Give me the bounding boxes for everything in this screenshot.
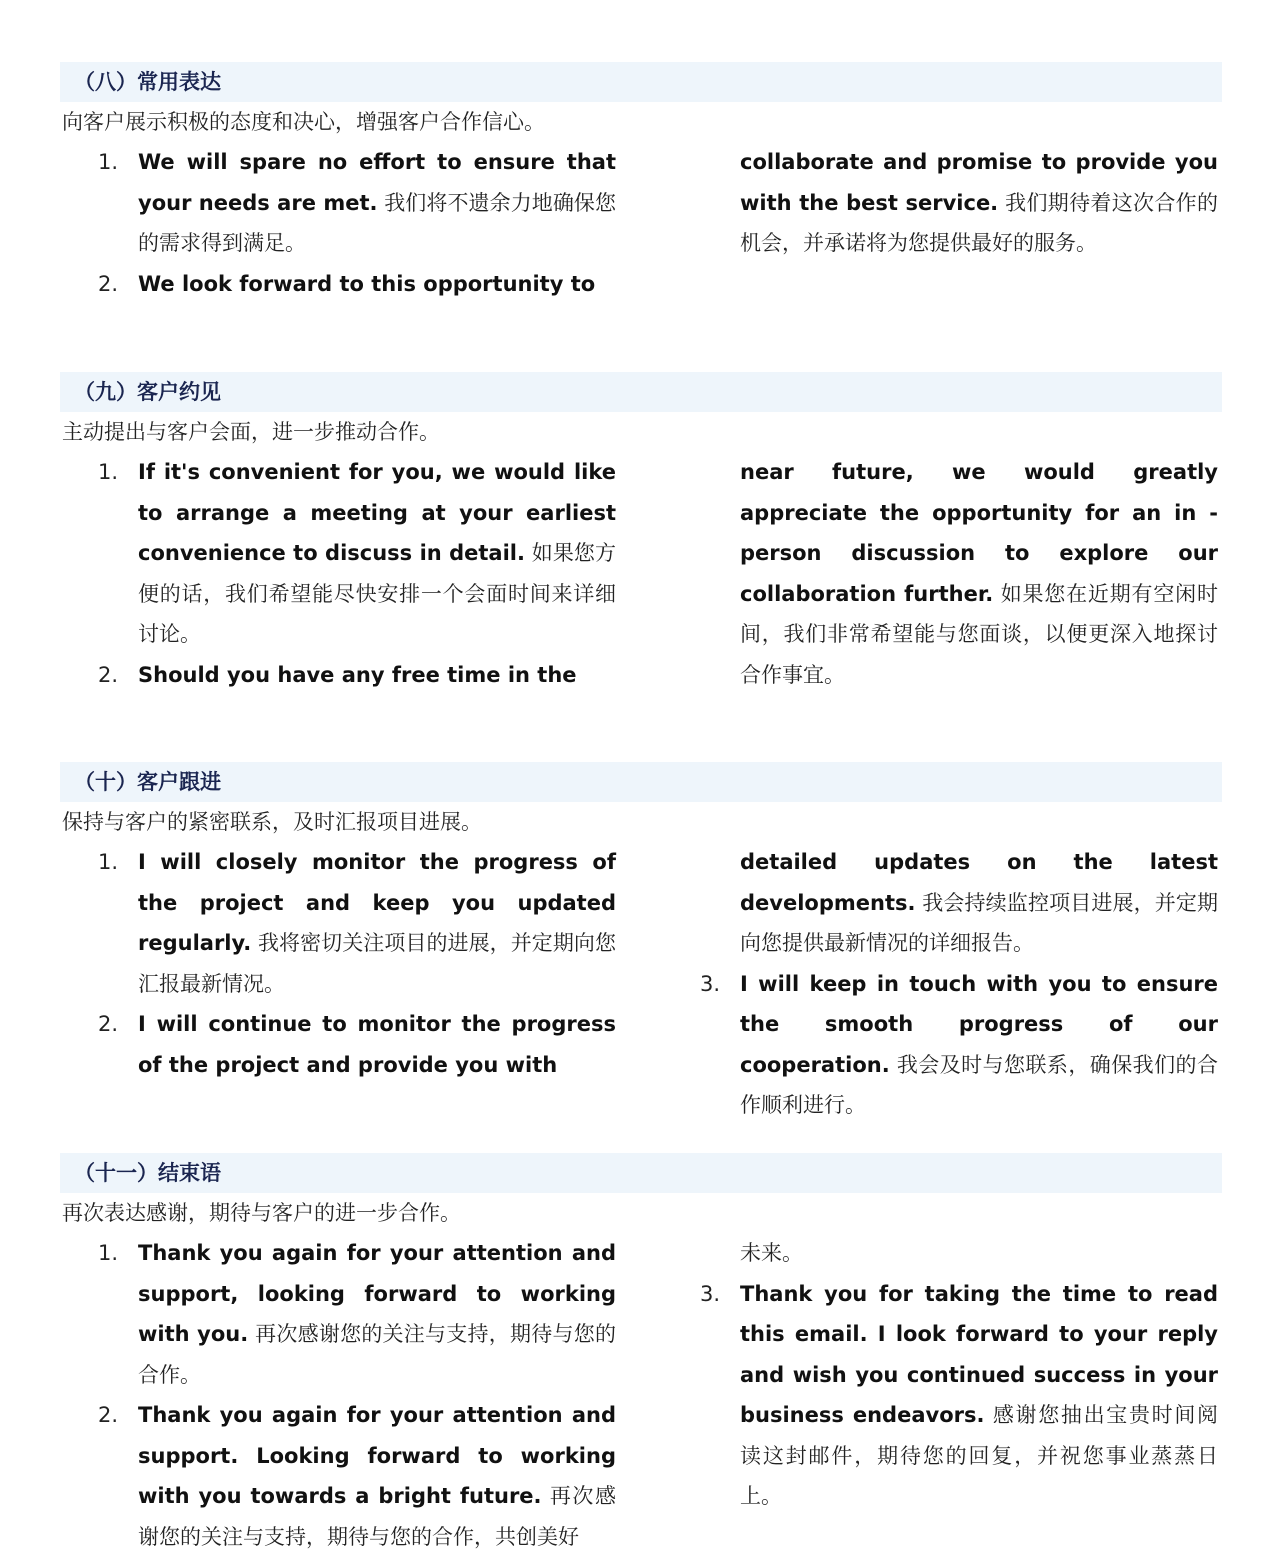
section-title: （十一）结束语	[60, 1153, 1222, 1193]
item-number: 1.	[98, 150, 119, 174]
english-text: collaborate and promise to provide you with the best service.	[740, 150, 1218, 215]
list-item	[98, 1233, 616, 1395]
left-column	[98, 142, 617, 304]
english-text: Thank you again for your attention and support. Looking forward to working with you towards a bright future.	[138, 1403, 616, 1508]
right-column	[700, 842, 1218, 1126]
list-item	[98, 1004, 616, 1085]
list-item	[98, 655, 616, 696]
list-item	[98, 142, 617, 264]
list-item-continuation	[740, 142, 1218, 264]
section-title: （八）常用表达	[60, 62, 1222, 102]
section-closing-remarks	[60, 1153, 1222, 1549]
english-text: I will keep in touch with you to ensure the smooth progress of our cooperation.	[740, 971, 1218, 1077]
list-item	[98, 1395, 616, 1557]
section-client-meeting	[60, 372, 1222, 687]
chinese-text: 我将密切关注项目的进展，并定期向您汇报最新情况。	[138, 931, 616, 996]
list-item	[700, 964, 1218, 1126]
list-item	[98, 264, 616, 305]
item-number: 1.	[98, 1241, 119, 1265]
list-item-continuation	[740, 1233, 1218, 1274]
chinese-text: 我们将不遗余力地确保您的需求得到满足。	[138, 190, 617, 255]
item-number: 3.	[700, 1281, 721, 1306]
chinese-text: 如果您方便的话，我们希望能尽快安排一个会面时间来详细讨论。	[138, 541, 617, 646]
right-column	[740, 142, 1218, 264]
section-title: （十）客户跟进	[60, 762, 1222, 802]
list-item	[98, 452, 617, 655]
english-text: near future, we would greatly appreciate the opportunity for an in - person discussion to explore our collaboration further.	[740, 460, 1218, 606]
section-intro: 向客户展示积极的态度和决心，增强客户合作信心。	[62, 110, 545, 134]
item-number: 2.	[98, 662, 119, 687]
english-text: We will spare no effort to ensure that your needs are met.	[138, 150, 616, 215]
item-number: 1.	[98, 850, 119, 874]
chinese-text: 感谢您抽出宝贵时间阅读这封邮件，期待您的回复，并祝您事业蒸蒸日上。	[740, 1403, 1219, 1508]
section-client-follow-up	[60, 762, 1222, 1117]
right-column	[700, 1233, 1219, 1517]
section-intro: 主动提出与客户会面，进一步推动合作。	[62, 420, 440, 444]
list-item	[700, 1274, 1219, 1517]
list-item	[98, 842, 616, 1004]
english-text: We look forward to this opportunity to	[138, 271, 596, 296]
left-column	[98, 452, 617, 695]
section-common-expressions	[60, 62, 1222, 296]
item-number: 3.	[700, 971, 721, 996]
section-intro: 再次表达感谢，期待与客户的进一步合作。	[62, 1201, 461, 1225]
chinese-text: 我们期待着这次合作的机会，并承诺将为您提供最好的服务。	[740, 190, 1218, 255]
section-intro: 保持与客户的紧密联系，及时汇报项目进展。	[62, 810, 482, 834]
english-text: Thank you again for your attention and support, looking forward to working with you.	[138, 1241, 616, 1346]
english-text: detailed updates on the latest developments.	[740, 850, 1218, 915]
chinese-text: 再次感谢您的关注与支持，期待与您的合作，共创美好	[138, 1484, 616, 1549]
left-column	[98, 842, 616, 1085]
item-number: 2.	[98, 271, 119, 296]
chinese-text: 我会持续监控项目进展，并定期向您提供最新情况的详细报告。	[740, 890, 1218, 955]
right-column	[740, 452, 1218, 695]
list-item-continuation	[740, 452, 1218, 695]
item-number: 2.	[98, 1403, 119, 1427]
item-number: 2.	[98, 1012, 119, 1036]
english-text: If it's convenient for you, we would like to arrange a meeting at your earliest convenience to discuss in detail.	[138, 460, 616, 565]
left-column	[98, 1233, 616, 1557]
english-text: Should you have any free time in the	[138, 662, 577, 687]
item-number: 1.	[98, 460, 119, 484]
english-text: I will closely monitor the progress of the project and keep you updated regularly.	[138, 850, 616, 955]
chinese-text: 未来。	[740, 1241, 803, 1265]
english-text: Thank you for taking the time to read this email. I look forward to your reply and wish you continued success in your business endeavors.	[740, 1281, 1218, 1427]
section-title: （九）客户约见	[60, 372, 1222, 412]
chinese-text: 我会及时与您联系，确保我们的合作顺利进行。	[740, 1052, 1218, 1117]
list-item-continuation	[740, 842, 1218, 964]
chinese-text: 如果您在近期有空闲时间，我们非常希望能与您面谈，以便更深入地探讨合作事宜。	[740, 581, 1218, 687]
english-text: I will continue to monitor the progress of the project and provide you with	[138, 1012, 616, 1077]
chinese-text: 再次感谢您的关注与支持，期待与您的合作。	[138, 1322, 616, 1387]
